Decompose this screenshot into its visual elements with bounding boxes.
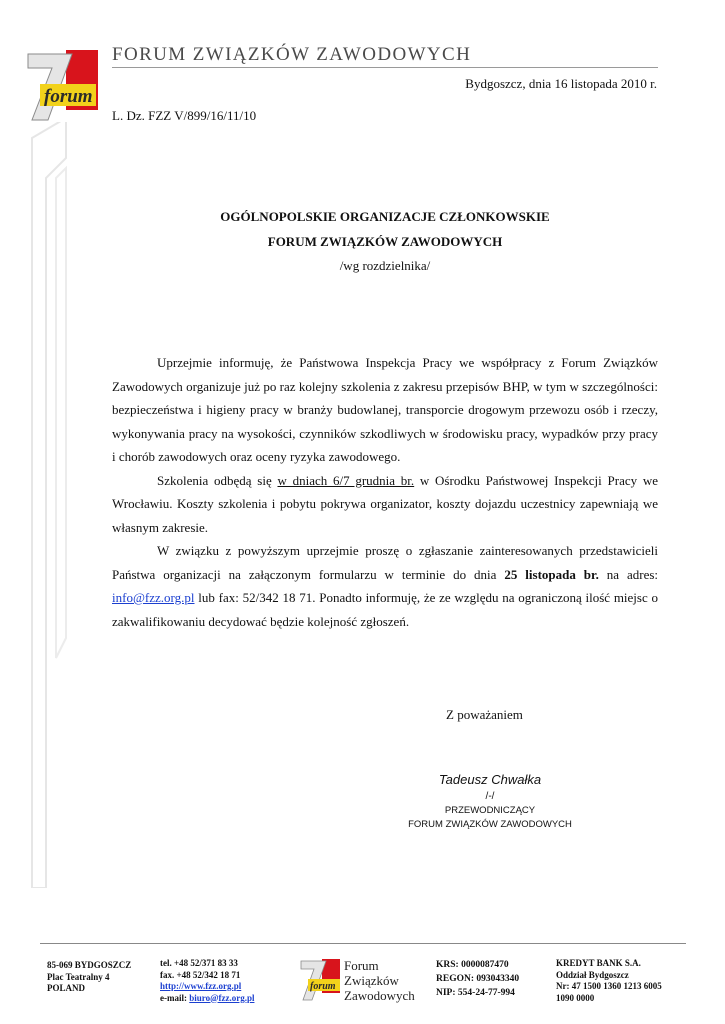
footer-fax: fax. +48 52/342 18 71	[160, 969, 241, 980]
signature-mark: /-/	[485, 791, 495, 802]
footer-bank-line: Nr: 47 1500 1360 1213 6005	[556, 981, 662, 991]
logo-text: forum	[44, 86, 93, 107]
signatory-name: Tadeusz Chwałka	[438, 772, 542, 787]
p3-text-before: W związku z powyższym uprzejmie proszę o zgłaszanie zainteresowanych przedstawicieli Państwa organizacji na załączonym formularzu w terminie do dnia	[112, 543, 658, 582]
footer-logo	[300, 959, 340, 1001]
footer-phone: tel. +48 52/371 83 33	[160, 958, 238, 968]
deadline-date: 25 listopada br.	[504, 566, 599, 582]
footer-logo-wordmark	[344, 958, 415, 1003]
footer-registry	[436, 958, 519, 1000]
footer-bank-line: 1090 0000	[556, 992, 595, 1003]
paragraph-3	[112, 539, 658, 633]
wordmark-line: Forum	[344, 958, 379, 973]
footer-email-label: e-mail:	[160, 992, 187, 1003]
footer-address-line: 85-069 BYDGOSZCZ	[47, 960, 132, 970]
forum-logo	[26, 50, 98, 122]
addressee-line-3: /wg rozdzielnika/	[339, 258, 431, 273]
addressee-line-1: OGÓLNOPOLSKIE ORGANIZACJE CZŁONKOWSKIE	[220, 209, 550, 224]
footer-divider	[40, 943, 686, 944]
title-divider	[112, 67, 658, 68]
wordmark-line: Zawodowych	[344, 988, 415, 1003]
footer-nip: NIP: 554-24-77-994	[436, 988, 515, 998]
reference-number: L. Dz. FZZ V/899/16/11/10	[112, 108, 257, 123]
decorative-side-mark	[26, 118, 72, 888]
closing-salutation: Z poważaniem	[446, 707, 523, 722]
p2-text-after: w Ośrodku Państwowej Inspekcji Pracy we Wrocławiu. Koszty szkolenia i pobytu pokrywa organizator, koszty dojazdu uczestnicy zapewniają we własnym zakresie.	[112, 472, 659, 535]
paragraph-1: Uprzejmie informuję, że Państwowa Inspekcja Pracy we współpracy z Forum Związków Zawodowych organizuje już po raz kolejny szkolenia z zakresu przepisów BHP, w tym w szczególności: bezpieczeństwa i higieny pracy w branży budowlanej, transporcie drogowym przewozu osób i rzeczy, wykonywania pracy na wysokości, czynników szkodliwych w środowisku pracy, wypadków przy pracy i chorób zawodowych oraz oceny ryzyka zawodowego.	[112, 355, 658, 464]
letter-body	[112, 351, 658, 633]
footer-bank	[556, 958, 662, 1004]
signatory-role: PRZEWODNICZĄCY	[444, 805, 536, 816]
paragraph-2	[112, 469, 658, 540]
addressee-line-2: FORUM ZWIĄZKÓW ZAWODOWYCH	[267, 234, 503, 249]
footer-email-link[interactable]: biuro@fzz.org.pl	[189, 992, 255, 1003]
footer-website-link[interactable]: http://www.fzz.org.pl	[160, 981, 242, 991]
footer-krs: KRS: 0000087470	[436, 960, 509, 970]
organization-title: FORUM ZWIĄZKÓW ZAWODOWYCH	[112, 44, 472, 65]
footer-regon: REGON: 093043340	[436, 974, 520, 984]
wordmark-line: Związków	[344, 973, 399, 988]
footer-address-line: Plac Teatralny 4	[47, 971, 110, 982]
footer-address-line: POLAND	[47, 983, 85, 993]
date-line: Bydgoszcz, dnia 16 listopada 2010 r.	[465, 76, 657, 91]
p3-text-mid: na adres:	[606, 566, 659, 582]
footer-bank-line: Oddział Bydgoszcz	[556, 969, 629, 980]
info-email-link[interactable]: info@fzz.org.pl	[112, 590, 195, 605]
p3-text-after: lub fax: 52/342 18 71. Ponadto informuję, że ze względu na ograniczoną ilość miejsc o zakwalifikowaniu decydować będzie kolejność zgłoszeń.	[112, 590, 659, 629]
p2-text-before: Szkolenia odbędą się	[157, 472, 272, 488]
footer-address	[47, 960, 131, 995]
training-dates: w dniach 6/7 grudnia br.	[277, 472, 415, 488]
signatory-organization: FORUM ZWIĄZKÓW ZAWODOWYCH	[408, 819, 572, 830]
footer-contact	[160, 958, 254, 1004]
footer-logo-text: forum	[310, 981, 336, 992]
footer-bank-line: KREDYT BANK S.A.	[556, 958, 641, 968]
